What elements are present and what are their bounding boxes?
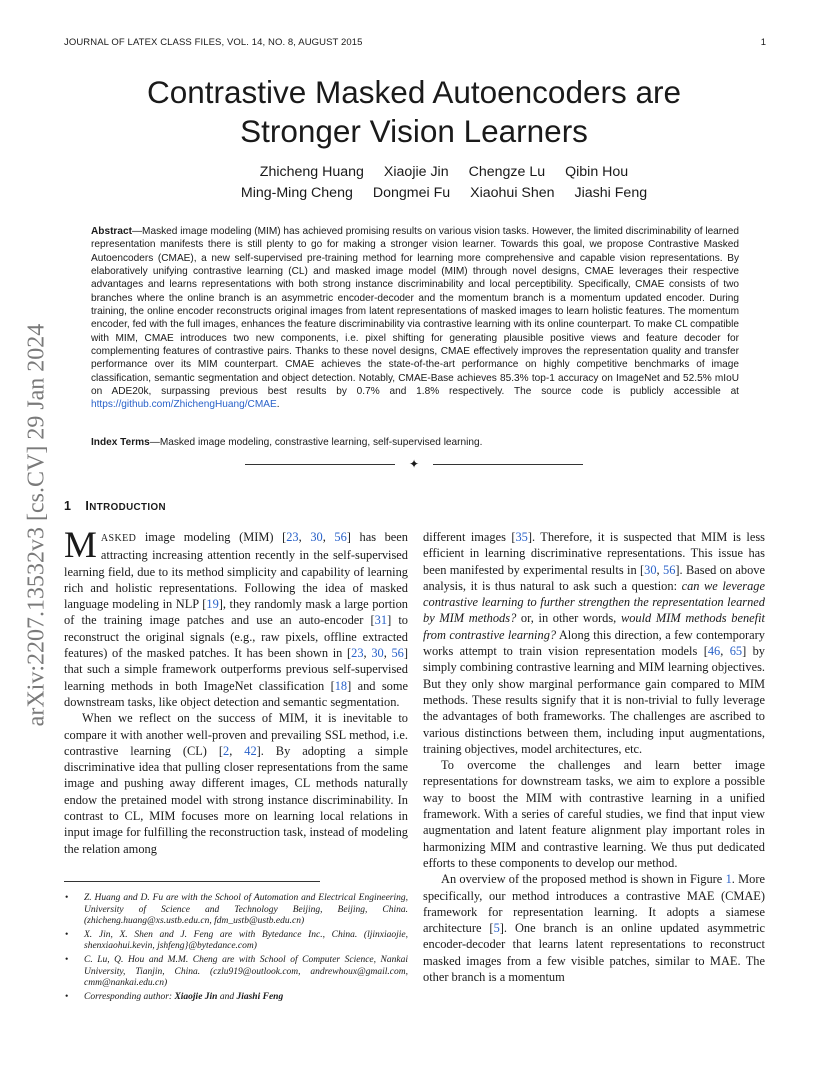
section-number: 1: [64, 499, 72, 513]
author-row-1: [60, 162, 828, 183]
author-name: Ming-Ming Cheng: [240, 185, 353, 201]
author-row-2: [60, 183, 828, 204]
arxiv-identifier: [18, 290, 56, 760]
page-number: 1: [760, 37, 766, 48]
text-run: An overview of the proposed method is shown in Figure: [441, 872, 726, 887]
corresponding-author-name: Xiaojie Jin: [174, 991, 218, 1002]
intro-paragraph-1: [64, 525, 408, 710]
citation-link[interactable]: 5: [493, 921, 500, 936]
citation-link[interactable]: 30: [371, 646, 384, 661]
text-run: Corresponding author:: [84, 991, 175, 1002]
text-run: . More specifically, our method introduces a contrastive MAE (CMAE) framework for representation learning. It adopts a siamese architecture [: [423, 872, 765, 936]
text-run: and: [217, 991, 237, 1002]
text-run: Along this direction, a few contemporary works attempt to train vision representation models [: [423, 627, 765, 659]
citation-link[interactable]: 56: [391, 646, 404, 661]
drop-cap: M: [64, 525, 97, 566]
citation-link[interactable]: 42: [244, 743, 257, 758]
abstract-text: —Masked image modeling (MIM) has achieved promising results on various vision tasks. However, the limited discriminability of learned representation manifests there is still plenty to go for making a stronger vision learner. Towards this goal, we propose Contrastive Masked Autoencoders (CMAE), a new self-supervised pre-training method for learning more comprehensive and capable vision representations. By elaboratively unifying contrastive learning (CL) and masked image model (MIM) through novel designs, CMAE leverages their respective advantages and learns representations with both strong instance discriminability and local perceptibility. Specifically, CMAE consists of two branches where the online branch is an asymmetric encoder-decoder and the momentum branch is a momentum updated encoder. During training, the online encoder reconstructs original images from latent representations of masked images to learn holistic features. The momentum encoder, fed with the full images, enhances the feature discriminability via contrastive learning with its online counterpart. To make CL compatible with MIM, CMAE introduces two new components, i.e. pixel shifting for generating plausible positive views and feature decoder for complementing features of contrastive pairs. Thanks to these novel designs, CMAE effectively improves the representation quality and transfer performance over its MIM counterpart. CMAE achieves the state-of-the-art performance on highly competitive benchmarks of image classification, semantic segmentation and object detection. Notably, CMAE-Base achieves 85.3% top-1 accuracy on ImageNet and 52.5% mIoU on ADE20k, surpassing previous best results by 0.7% and 1.8% respectively. The source code is publicly accessible at: [91, 226, 739, 398]
text-run: ]. Therefore, it is suspected that MIM is less efficient in learning discriminative representations. This issue has been manifested by experimental results in [: [423, 530, 765, 577]
citation-link[interactable]: 18: [334, 678, 348, 693]
text-run: or, in other words,: [516, 611, 621, 626]
intro-paragraph-4: To overcome the challenges and learn better image representations for downstream tasks, we aim to explore a possible way to boost the MIM with contrastive learning in a unified framework. With a series of careful studies, we find that input view augmentation and latent feature alignment play important roles in harmonizing MIM and contrastive learning. We thus put dedicated efforts to these components to develop our method.: [423, 758, 765, 870]
text-run: ] to reconstruct the original signals (e.g., raw pixels, offline extracted features) of the masked patches. It has been shown in [: [64, 613, 408, 661]
paper-title: [60, 73, 768, 151]
citation-link[interactable]: 2: [223, 743, 230, 758]
intro-paragraph-3: [423, 529, 765, 757]
footnote-affiliation-1: • Z. Huang and D. Fu are with the School of Automation and Electrical Engineering, University of Science and Technology Beijing, Beijing, China. (zhicheng.huang@xs.ustb.edu.cn, fdm_ustb@ustb.edu.cn): [64, 893, 408, 928]
section-title-rest: NTRODUCTION: [89, 502, 167, 513]
footnote-rule: [64, 881, 320, 882]
text-run: ,: [322, 530, 335, 544]
text-run: image modeling (MIM) [: [136, 530, 287, 544]
corresponding-author-name: Jiashi Feng: [236, 991, 284, 1002]
text-run: ]. By adopting a simple discriminative idea that pulling closer representations from the same image and pushing away different images, CL methods naturally endow the pretained model with strong instance discriminability. In contrast to CL, MIM focuses more on learning local relations in input image for fulfilling the reconstruction task, instead of modeling the relation among: [64, 743, 408, 856]
arxiv-identifier-text: arXiv:2207.13532v3 [cs.CV] 29 Jan 2024: [23, 323, 50, 727]
text-run: ]. Based on above analysis, it is thus natural to ask such a question:: [423, 562, 765, 593]
author-name: Qibin Hou: [565, 164, 629, 180]
intro-paragraph-5: [423, 871, 765, 985]
author-list: [60, 162, 828, 204]
citation-link[interactable]: 56: [663, 562, 676, 577]
text-run: ], they randomly mask a large portion of the training image patches and use an auto-encoder [: [64, 597, 408, 628]
figure-reference-link[interactable]: 1: [725, 872, 732, 887]
author-name: Xiaohui Shen: [470, 185, 555, 201]
divider-line-left: [245, 464, 395, 465]
text-run: ,: [298, 530, 311, 544]
citation-link[interactable]: 35: [515, 530, 528, 544]
abstract-end: .: [276, 399, 280, 411]
research-question-1: can we leverage contrastive learning to further strengthen the representation learned by MIM methods?: [423, 578, 765, 626]
text-run: different images [: [423, 530, 516, 544]
text-run: ] and some downstream tasks, like object detection and semantic segmentation.: [64, 678, 408, 709]
text-run: ] has been attracting increasing attention recently in the self-supervised learning field, due to its method simplicity and capability of learning rich and holistic representations. Following the idea of masked language modeling in NLP [: [64, 530, 408, 612]
section-divider: [245, 456, 583, 472]
left-column: [64, 525, 408, 857]
citation-link[interactable]: 46: [707, 644, 721, 659]
author-name: Chengze Lu: [468, 164, 546, 180]
footnote-affiliation-3: • C. Lu, Q. Hou and M.M. Cheng are with School of Computer Science, Nankai University, Tianjin, China. (czlu919@outlook.com, andrewhoux@gmail.com, cmm@nankai.edu.cn): [64, 955, 408, 990]
text-run: ,: [383, 646, 392, 661]
title-line-2: Stronger Vision Learners: [240, 113, 588, 149]
intro-paragraph-2: [64, 710, 408, 857]
index-terms-text: —Masked image modeling, constrastive learning, self-supervised learning.: [149, 437, 483, 448]
text-run: When we reflect on the success of MIM, it is inevitable to compare it with another well-proven and prevailing SSL method, i.e. contrastive learning (CL) [: [64, 711, 408, 758]
text-run: ]. One branch is an online updated asymmetric encoder-decoder that learns latent representations to reconstruct masked images from a few visible patches, similar to MAE. The other branch is a momentum: [423, 921, 765, 985]
citation-link[interactable]: 65: [729, 644, 743, 659]
text-run: ,: [229, 743, 245, 758]
citation-link[interactable]: 30: [644, 562, 657, 577]
abstract: [91, 225, 739, 412]
author-name: Dongmei Fu: [372, 185, 451, 201]
text-run: ] that such a simple framework outperforms previous self-supervised learning methods in both ImageNet classification [: [64, 646, 408, 693]
text-run: ] by simply combining contrastive learning and MIM learning objectives. But they only show marginal performance gain compared to MIM methods. These results signify that it is non-trivial to fully leverage the advantages of both frameworks. The challenges are ascribed to various distinctions between them, including input augmentations, training objectives, model architectures, etc.: [423, 644, 765, 756]
footnote-corresponding-author: [64, 992, 408, 1004]
abstract-label: Abstract: [91, 226, 132, 237]
index-terms-label: Index Terms: [91, 437, 150, 448]
footnotes: [64, 893, 408, 1005]
text-run: ,: [363, 646, 372, 661]
divider-line-right: [433, 464, 583, 465]
citation-link[interactable]: 23: [286, 530, 299, 544]
author-name: Jiashi Feng: [574, 185, 648, 201]
source-code-link[interactable]: https://github.com/ZhichengHuang/CMAE: [91, 399, 277, 411]
citation-link[interactable]: 56: [334, 530, 347, 544]
citation-link[interactable]: 31: [374, 613, 388, 628]
text-run: ,: [720, 644, 730, 659]
research-question-2: would MIM methods benefit from contrastive learning?: [423, 611, 765, 642]
author-name: Xiaojie Jin: [383, 164, 449, 180]
smallcaps-word: ASKED: [100, 533, 137, 544]
text-run: ,: [656, 562, 663, 577]
title-line-1: Contrastive Masked Autoencoders are: [146, 74, 682, 110]
running-header: JOURNAL OF LATEX CLASS FILES, VOL. 14, NO. 8, AUGUST 2015: [64, 37, 363, 48]
index-terms: [91, 436, 739, 449]
footnote-affiliation-2: • X. Jin, X. Shen and J. Feng are with Bytedance Inc., China. (ljinxiaojie, shenxiaohui.kevin, jshfeng}@bytedance.com): [64, 930, 408, 953]
divider-star-icon: ✦: [408, 457, 420, 471]
section-heading-introduction: [64, 499, 166, 513]
citation-link[interactable]: 30: [310, 530, 323, 544]
author-name: Zhicheng Huang: [259, 164, 364, 180]
citation-link[interactable]: 23: [351, 646, 364, 661]
citation-link[interactable]: 19: [206, 597, 219, 612]
section-title-initial: I: [85, 499, 90, 513]
right-column: [423, 529, 765, 985]
